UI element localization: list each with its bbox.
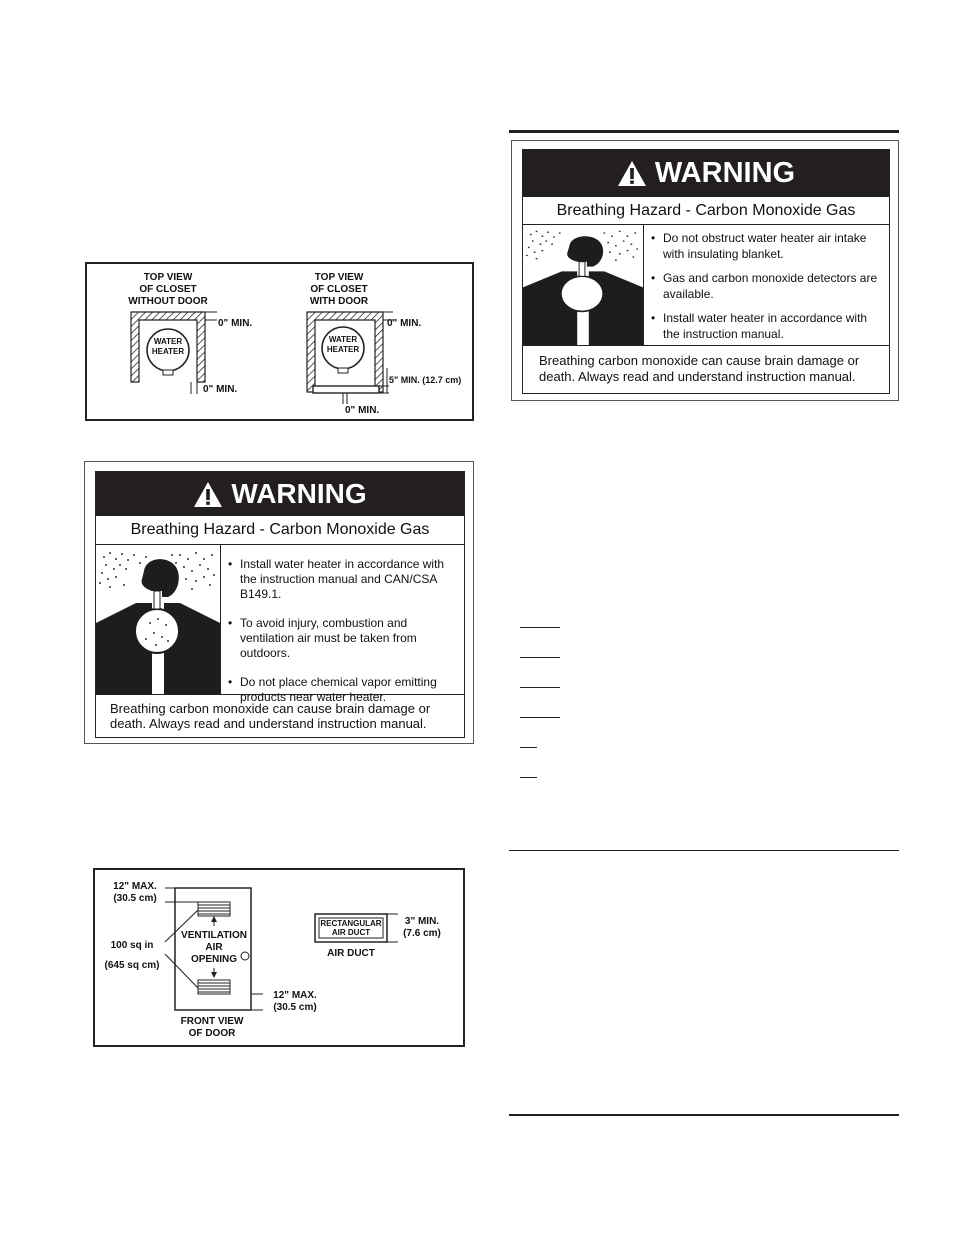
- warning-label-canada: [84, 461, 474, 744]
- warning-subtitle: Breathing Hazard - Carbon Monoxide Gas: [96, 516, 464, 545]
- warning-footer: Breathing carbon monoxide can cause brain damage or death. Always read and understand instruction manual.: [96, 694, 464, 737]
- warning-label-us: [511, 140, 899, 401]
- duct-min-label: 3" MIN. (7.6 cm): [403, 916, 441, 939]
- left-heater-label: WATER HEATER: [151, 337, 185, 356]
- top-max-label: 12" MAX. (30.5 cm): [113, 881, 157, 904]
- warning-bullet: • Install water heater in accordance with the instruction manual.: [649, 310, 885, 342]
- left-top-min-label: 0" MIN.: [218, 318, 253, 329]
- left-closet-title: TOP VIEW OF CLOSET WITHOUT DOOR: [128, 272, 208, 307]
- ventilation-opening-diagram: [93, 868, 465, 1047]
- bottom-max-label: 12" MAX. (30.5 cm): [273, 990, 317, 1013]
- blank-line: [520, 657, 560, 658]
- closet-clearance-diagram: [85, 262, 474, 421]
- warning-header: WARNING: [96, 472, 464, 516]
- section-rule-top: [509, 130, 899, 133]
- section-rule-middle: [509, 850, 899, 851]
- right-top-min-label: 0" MIN.: [387, 318, 422, 329]
- door-view-label: FRONT VIEW OF DOOR: [180, 1016, 244, 1039]
- warning-bullet: • Do not obstruct water heater air intake with insulating blanket.: [649, 230, 885, 262]
- blank-line: [520, 717, 560, 718]
- warning-footer: Breathing carbon monoxide can cause brain damage or death. Always read and understand instruction manual.: [523, 345, 889, 393]
- right-heater-label: WATER HEATER: [326, 335, 360, 354]
- duct-label: RECTANGULAR AIR DUCT: [320, 919, 382, 937]
- right-closet-title: TOP VIEW OF CLOSET WITH DOOR: [309, 272, 369, 307]
- duct-caption: AIR DUCT: [327, 948, 375, 959]
- opening-label: VENTILATION AIR OPENING: [181, 930, 247, 965]
- warning-bullet: • Install water heater in accordance with the instruction manual and CAN/CSA B149.1.: [226, 557, 458, 602]
- blank-line: [520, 777, 537, 778]
- right-door-min-label: 5" MIN. (12.7 cm): [389, 375, 462, 385]
- blank-line: [520, 687, 560, 688]
- blank-line: [520, 627, 560, 628]
- warning-header: WARNING: [523, 150, 889, 197]
- area-label: 100 sq in (645 sq cm): [104, 940, 160, 971]
- left-side-min-label: 0" MIN.: [203, 384, 238, 395]
- section-rule-bottom: [509, 1114, 899, 1116]
- warning-subtitle: Breathing Hazard - Carbon Monoxide Gas: [523, 197, 889, 225]
- warning-bullet-list: [226, 557, 458, 705]
- warning-triangle-icon: [617, 160, 647, 187]
- right-bottom-min-label: 0" MIN.: [345, 405, 380, 416]
- breathing-hazard-person-icon: [523, 225, 644, 345]
- warning-triangle-icon: [193, 481, 223, 508]
- warning-bullet: • Do not place chemical vapor emitting products near water heater.: [226, 675, 458, 705]
- warning-bullet: • Gas and carbon monoxide detectors are available.: [649, 270, 885, 302]
- blank-line: [520, 747, 537, 748]
- warning-bullet-list: [649, 230, 885, 342]
- breathing-hazard-person-icon: [96, 545, 221, 695]
- warning-bullet: • To avoid injury, combustion and ventilation air must be taken from outdoors.: [226, 616, 458, 661]
